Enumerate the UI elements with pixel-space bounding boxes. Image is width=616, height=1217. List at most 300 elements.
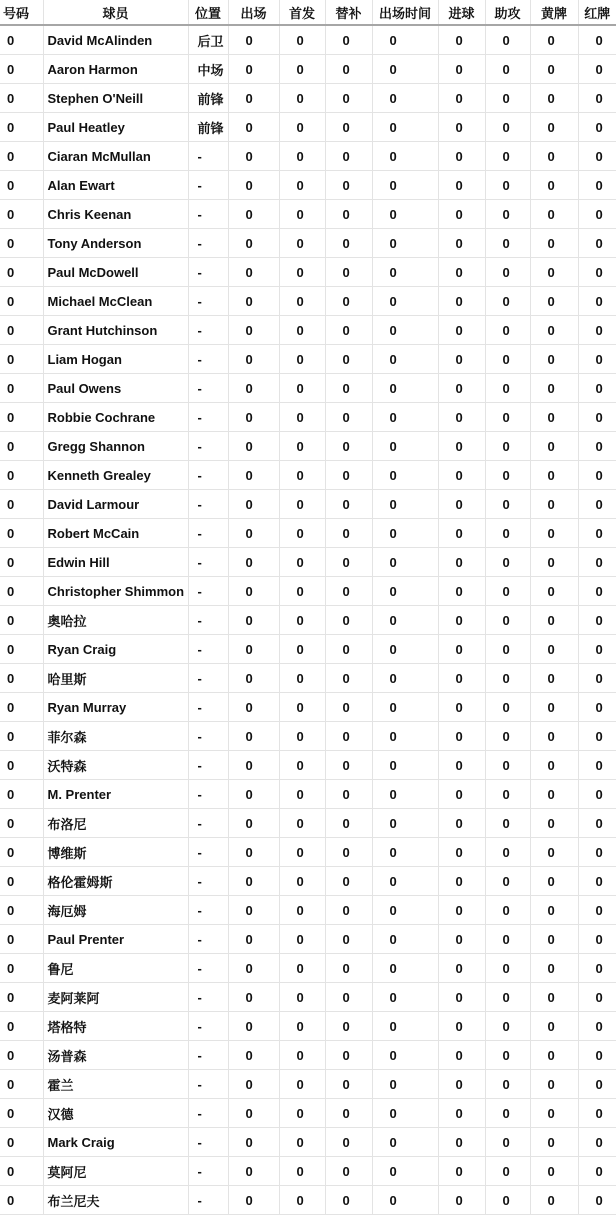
cell-assists: 0 bbox=[485, 548, 530, 577]
cell-substitute: 0 bbox=[325, 403, 372, 432]
cell-number: 0 bbox=[0, 229, 43, 258]
cell-number: 0 bbox=[0, 345, 43, 374]
cell-yellow-cards: 0 bbox=[530, 1157, 578, 1186]
cell-number: 0 bbox=[0, 983, 43, 1012]
cell-position: - bbox=[188, 983, 228, 1012]
cell-minutes: 0 bbox=[372, 1186, 438, 1215]
cell-assists: 0 bbox=[485, 635, 530, 664]
cell-minutes: 0 bbox=[372, 838, 438, 867]
cell-red-cards: 0 bbox=[578, 548, 616, 577]
cell-starts: 0 bbox=[279, 867, 325, 896]
cell-minutes: 0 bbox=[372, 84, 438, 113]
cell-starts: 0 bbox=[279, 374, 325, 403]
cell-assists: 0 bbox=[485, 258, 530, 287]
cell-appearances: 0 bbox=[228, 867, 279, 896]
cell-minutes: 0 bbox=[372, 171, 438, 200]
cell-player: 格伦霍姆斯 bbox=[43, 867, 188, 896]
cell-minutes: 0 bbox=[372, 1012, 438, 1041]
cell-minutes: 0 bbox=[372, 258, 438, 287]
table-row bbox=[0, 577, 616, 606]
cell-player: 麦阿莱阿 bbox=[43, 983, 188, 1012]
cell-number: 0 bbox=[0, 1041, 43, 1070]
cell-appearances: 0 bbox=[228, 983, 279, 1012]
cell-goals: 0 bbox=[438, 896, 485, 925]
cell-starts: 0 bbox=[279, 200, 325, 229]
cell-minutes: 0 bbox=[372, 461, 438, 490]
cell-goals: 0 bbox=[438, 1186, 485, 1215]
cell-position: - bbox=[188, 664, 228, 693]
cell-yellow-cards: 0 bbox=[530, 1012, 578, 1041]
cell-player: 莫阿尼 bbox=[43, 1157, 188, 1186]
cell-red-cards: 0 bbox=[578, 1012, 616, 1041]
cell-assists: 0 bbox=[485, 896, 530, 925]
cell-number: 0 bbox=[0, 867, 43, 896]
cell-substitute: 0 bbox=[325, 84, 372, 113]
cell-number: 0 bbox=[0, 25, 43, 55]
cell-player: Paul McDowell bbox=[43, 258, 188, 287]
cell-red-cards: 0 bbox=[578, 142, 616, 171]
cell-starts: 0 bbox=[279, 1099, 325, 1128]
cell-yellow-cards: 0 bbox=[530, 200, 578, 229]
cell-red-cards: 0 bbox=[578, 693, 616, 722]
cell-yellow-cards: 0 bbox=[530, 606, 578, 635]
cell-yellow-cards: 0 bbox=[530, 925, 578, 954]
cell-minutes: 0 bbox=[372, 403, 438, 432]
cell-assists: 0 bbox=[485, 55, 530, 84]
cell-substitute: 0 bbox=[325, 287, 372, 316]
cell-substitute: 0 bbox=[325, 1012, 372, 1041]
cell-player: Ciaran McMullan bbox=[43, 142, 188, 171]
cell-appearances: 0 bbox=[228, 490, 279, 519]
cell-position: - bbox=[188, 1070, 228, 1099]
cell-position: - bbox=[188, 780, 228, 809]
table-row bbox=[0, 925, 616, 954]
column-header-starts: 首发 bbox=[279, 0, 325, 25]
cell-starts: 0 bbox=[279, 519, 325, 548]
cell-minutes: 0 bbox=[372, 925, 438, 954]
cell-position: - bbox=[188, 838, 228, 867]
cell-player: 布洛尼 bbox=[43, 809, 188, 838]
table-row bbox=[0, 519, 616, 548]
cell-player: 塔格特 bbox=[43, 1012, 188, 1041]
cell-player: Christopher Shimmon bbox=[43, 577, 188, 606]
cell-starts: 0 bbox=[279, 171, 325, 200]
table-row bbox=[0, 287, 616, 316]
column-header-player: 球员 bbox=[43, 0, 188, 25]
cell-goals: 0 bbox=[438, 142, 485, 171]
cell-red-cards: 0 bbox=[578, 751, 616, 780]
table-row bbox=[0, 84, 616, 113]
cell-appearances: 0 bbox=[228, 403, 279, 432]
table-row bbox=[0, 1099, 616, 1128]
cell-position: - bbox=[188, 403, 228, 432]
cell-yellow-cards: 0 bbox=[530, 287, 578, 316]
cell-yellow-cards: 0 bbox=[530, 1128, 578, 1157]
cell-substitute: 0 bbox=[325, 25, 372, 55]
cell-goals: 0 bbox=[438, 461, 485, 490]
table-row bbox=[0, 896, 616, 925]
cell-goals: 0 bbox=[438, 25, 485, 55]
cell-starts: 0 bbox=[279, 84, 325, 113]
cell-assists: 0 bbox=[485, 374, 530, 403]
cell-number: 0 bbox=[0, 258, 43, 287]
cell-appearances: 0 bbox=[228, 838, 279, 867]
cell-goals: 0 bbox=[438, 55, 485, 84]
cell-yellow-cards: 0 bbox=[530, 1041, 578, 1070]
cell-goals: 0 bbox=[438, 1099, 485, 1128]
cell-yellow-cards: 0 bbox=[530, 113, 578, 142]
cell-red-cards: 0 bbox=[578, 1070, 616, 1099]
cell-starts: 0 bbox=[279, 1128, 325, 1157]
cell-red-cards: 0 bbox=[578, 664, 616, 693]
column-header-appearances: 出场 bbox=[228, 0, 279, 25]
cell-yellow-cards: 0 bbox=[530, 867, 578, 896]
cell-minutes: 0 bbox=[372, 490, 438, 519]
table-row bbox=[0, 954, 616, 983]
cell-goals: 0 bbox=[438, 200, 485, 229]
cell-red-cards: 0 bbox=[578, 809, 616, 838]
cell-number: 0 bbox=[0, 1099, 43, 1128]
cell-number: 0 bbox=[0, 287, 43, 316]
cell-appearances: 0 bbox=[228, 577, 279, 606]
cell-yellow-cards: 0 bbox=[530, 171, 578, 200]
cell-red-cards: 0 bbox=[578, 374, 616, 403]
cell-red-cards: 0 bbox=[578, 1157, 616, 1186]
table-row bbox=[0, 55, 616, 84]
cell-minutes: 0 bbox=[372, 635, 438, 664]
cell-player: Kenneth Grealey bbox=[43, 461, 188, 490]
cell-starts: 0 bbox=[279, 664, 325, 693]
cell-position: - bbox=[188, 229, 228, 258]
cell-player: Paul Prenter bbox=[43, 925, 188, 954]
cell-red-cards: 0 bbox=[578, 229, 616, 258]
cell-position: - bbox=[188, 258, 228, 287]
cell-starts: 0 bbox=[279, 838, 325, 867]
cell-yellow-cards: 0 bbox=[530, 954, 578, 983]
cell-number: 0 bbox=[0, 780, 43, 809]
cell-starts: 0 bbox=[279, 954, 325, 983]
cell-goals: 0 bbox=[438, 838, 485, 867]
cell-assists: 0 bbox=[485, 200, 530, 229]
cell-appearances: 0 bbox=[228, 200, 279, 229]
cell-position: 前锋 bbox=[188, 84, 228, 113]
cell-minutes: 0 bbox=[372, 1128, 438, 1157]
cell-yellow-cards: 0 bbox=[530, 142, 578, 171]
cell-starts: 0 bbox=[279, 1012, 325, 1041]
cell-minutes: 0 bbox=[372, 142, 438, 171]
cell-number: 0 bbox=[0, 751, 43, 780]
cell-assists: 0 bbox=[485, 1041, 530, 1070]
cell-player: Aaron Harmon bbox=[43, 55, 188, 84]
cell-player: Grant Hutchinson bbox=[43, 316, 188, 345]
cell-starts: 0 bbox=[279, 1070, 325, 1099]
cell-position: - bbox=[188, 1128, 228, 1157]
cell-goals: 0 bbox=[438, 84, 485, 113]
cell-red-cards: 0 bbox=[578, 25, 616, 55]
cell-assists: 0 bbox=[485, 867, 530, 896]
cell-number: 0 bbox=[0, 954, 43, 983]
cell-substitute: 0 bbox=[325, 345, 372, 374]
cell-red-cards: 0 bbox=[578, 1041, 616, 1070]
cell-position: - bbox=[188, 954, 228, 983]
cell-number: 0 bbox=[0, 1157, 43, 1186]
cell-number: 0 bbox=[0, 925, 43, 954]
cell-number: 0 bbox=[0, 693, 43, 722]
cell-starts: 0 bbox=[279, 461, 325, 490]
cell-yellow-cards: 0 bbox=[530, 345, 578, 374]
cell-assists: 0 bbox=[485, 345, 530, 374]
cell-assists: 0 bbox=[485, 1070, 530, 1099]
cell-assists: 0 bbox=[485, 925, 530, 954]
cell-number: 0 bbox=[0, 635, 43, 664]
cell-minutes: 0 bbox=[372, 983, 438, 1012]
cell-substitute: 0 bbox=[325, 548, 372, 577]
cell-substitute: 0 bbox=[325, 432, 372, 461]
cell-minutes: 0 bbox=[372, 229, 438, 258]
cell-substitute: 0 bbox=[325, 925, 372, 954]
cell-assists: 0 bbox=[485, 461, 530, 490]
cell-goals: 0 bbox=[438, 577, 485, 606]
cell-appearances: 0 bbox=[228, 1070, 279, 1099]
cell-minutes: 0 bbox=[372, 200, 438, 229]
column-header-position: 位置 bbox=[188, 0, 228, 25]
cell-assists: 0 bbox=[485, 25, 530, 55]
cell-red-cards: 0 bbox=[578, 113, 616, 142]
cell-player: 博维斯 bbox=[43, 838, 188, 867]
cell-yellow-cards: 0 bbox=[530, 693, 578, 722]
cell-number: 0 bbox=[0, 1186, 43, 1215]
cell-number: 0 bbox=[0, 461, 43, 490]
cell-assists: 0 bbox=[485, 664, 530, 693]
cell-substitute: 0 bbox=[325, 171, 372, 200]
cell-goals: 0 bbox=[438, 258, 485, 287]
cell-red-cards: 0 bbox=[578, 490, 616, 519]
cell-yellow-cards: 0 bbox=[530, 664, 578, 693]
cell-goals: 0 bbox=[438, 983, 485, 1012]
cell-yellow-cards: 0 bbox=[530, 519, 578, 548]
table-row bbox=[0, 1128, 616, 1157]
table-row bbox=[0, 432, 616, 461]
cell-goals: 0 bbox=[438, 113, 485, 142]
cell-minutes: 0 bbox=[372, 287, 438, 316]
cell-minutes: 0 bbox=[372, 577, 438, 606]
cell-minutes: 0 bbox=[372, 519, 438, 548]
table-row bbox=[0, 345, 616, 374]
cell-starts: 0 bbox=[279, 316, 325, 345]
column-header-minutes: 出场时间 bbox=[372, 0, 438, 25]
table-row bbox=[0, 722, 616, 751]
cell-goals: 0 bbox=[438, 229, 485, 258]
cell-appearances: 0 bbox=[228, 113, 279, 142]
cell-position: - bbox=[188, 1099, 228, 1128]
cell-yellow-cards: 0 bbox=[530, 229, 578, 258]
cell-minutes: 0 bbox=[372, 1041, 438, 1070]
cell-substitute: 0 bbox=[325, 838, 372, 867]
cell-substitute: 0 bbox=[325, 983, 372, 1012]
table-row bbox=[0, 1186, 616, 1215]
cell-assists: 0 bbox=[485, 983, 530, 1012]
cell-player: Paul Heatley bbox=[43, 113, 188, 142]
cell-goals: 0 bbox=[438, 1128, 485, 1157]
cell-substitute: 0 bbox=[325, 1041, 372, 1070]
cell-player: Tony Anderson bbox=[43, 229, 188, 258]
column-header-assists: 助攻 bbox=[485, 0, 530, 25]
cell-player: Edwin Hill bbox=[43, 548, 188, 577]
cell-appearances: 0 bbox=[228, 1128, 279, 1157]
column-header-yellow-cards: 黄牌 bbox=[530, 0, 578, 25]
cell-goals: 0 bbox=[438, 1157, 485, 1186]
cell-assists: 0 bbox=[485, 1157, 530, 1186]
table-row bbox=[0, 1157, 616, 1186]
cell-appearances: 0 bbox=[228, 606, 279, 635]
cell-position: - bbox=[188, 809, 228, 838]
cell-appearances: 0 bbox=[228, 345, 279, 374]
cell-starts: 0 bbox=[279, 142, 325, 171]
table-row bbox=[0, 258, 616, 287]
cell-substitute: 0 bbox=[325, 200, 372, 229]
cell-appearances: 0 bbox=[228, 1186, 279, 1215]
cell-substitute: 0 bbox=[325, 722, 372, 751]
cell-minutes: 0 bbox=[372, 316, 438, 345]
cell-red-cards: 0 bbox=[578, 200, 616, 229]
cell-red-cards: 0 bbox=[578, 84, 616, 113]
cell-yellow-cards: 0 bbox=[530, 548, 578, 577]
cell-starts: 0 bbox=[279, 780, 325, 809]
cell-yellow-cards: 0 bbox=[530, 25, 578, 55]
cell-appearances: 0 bbox=[228, 229, 279, 258]
cell-position: - bbox=[188, 519, 228, 548]
cell-minutes: 0 bbox=[372, 548, 438, 577]
cell-yellow-cards: 0 bbox=[530, 751, 578, 780]
cell-player: Alan Ewart bbox=[43, 171, 188, 200]
table-header-row bbox=[0, 0, 616, 25]
cell-starts: 0 bbox=[279, 403, 325, 432]
cell-substitute: 0 bbox=[325, 490, 372, 519]
cell-player: Liam Hogan bbox=[43, 345, 188, 374]
table-row bbox=[0, 867, 616, 896]
cell-appearances: 0 bbox=[228, 635, 279, 664]
cell-player: Gregg Shannon bbox=[43, 432, 188, 461]
cell-position: - bbox=[188, 1186, 228, 1215]
cell-yellow-cards: 0 bbox=[530, 432, 578, 461]
cell-yellow-cards: 0 bbox=[530, 490, 578, 519]
cell-substitute: 0 bbox=[325, 55, 372, 84]
cell-red-cards: 0 bbox=[578, 1099, 616, 1128]
cell-starts: 0 bbox=[279, 809, 325, 838]
cell-goals: 0 bbox=[438, 548, 485, 577]
cell-minutes: 0 bbox=[372, 1070, 438, 1099]
cell-goals: 0 bbox=[438, 403, 485, 432]
table-body bbox=[0, 25, 616, 1215]
table-row bbox=[0, 838, 616, 867]
cell-position: - bbox=[188, 722, 228, 751]
cell-yellow-cards: 0 bbox=[530, 1186, 578, 1215]
cell-substitute: 0 bbox=[325, 258, 372, 287]
cell-substitute: 0 bbox=[325, 1099, 372, 1128]
table-row bbox=[0, 1070, 616, 1099]
cell-player: 汤普森 bbox=[43, 1041, 188, 1070]
cell-number: 0 bbox=[0, 316, 43, 345]
cell-appearances: 0 bbox=[228, 925, 279, 954]
cell-player: Ryan Craig bbox=[43, 635, 188, 664]
cell-starts: 0 bbox=[279, 722, 325, 751]
cell-position: - bbox=[188, 171, 228, 200]
cell-position: 前锋 bbox=[188, 113, 228, 142]
cell-yellow-cards: 0 bbox=[530, 577, 578, 606]
cell-starts: 0 bbox=[279, 606, 325, 635]
cell-appearances: 0 bbox=[228, 258, 279, 287]
cell-starts: 0 bbox=[279, 345, 325, 374]
cell-red-cards: 0 bbox=[578, 1186, 616, 1215]
table-row bbox=[0, 142, 616, 171]
column-header-number: 号码 bbox=[0, 0, 43, 25]
cell-number: 0 bbox=[0, 1128, 43, 1157]
cell-number: 0 bbox=[0, 1070, 43, 1099]
cell-starts: 0 bbox=[279, 1186, 325, 1215]
cell-player: Mark Craig bbox=[43, 1128, 188, 1157]
cell-starts: 0 bbox=[279, 693, 325, 722]
cell-assists: 0 bbox=[485, 1099, 530, 1128]
cell-substitute: 0 bbox=[325, 664, 372, 693]
cell-player: Ryan Murray bbox=[43, 693, 188, 722]
cell-red-cards: 0 bbox=[578, 606, 616, 635]
cell-yellow-cards: 0 bbox=[530, 258, 578, 287]
cell-substitute: 0 bbox=[325, 1157, 372, 1186]
cell-number: 0 bbox=[0, 200, 43, 229]
cell-goals: 0 bbox=[438, 171, 485, 200]
cell-player: David McAlinden bbox=[43, 25, 188, 55]
cell-goals: 0 bbox=[438, 751, 485, 780]
cell-red-cards: 0 bbox=[578, 780, 616, 809]
cell-player: M. Prenter bbox=[43, 780, 188, 809]
cell-goals: 0 bbox=[438, 780, 485, 809]
cell-position: 后卫 bbox=[188, 25, 228, 55]
cell-appearances: 0 bbox=[228, 142, 279, 171]
cell-number: 0 bbox=[0, 374, 43, 403]
cell-position: - bbox=[188, 461, 228, 490]
cell-red-cards: 0 bbox=[578, 954, 616, 983]
cell-assists: 0 bbox=[485, 403, 530, 432]
cell-appearances: 0 bbox=[228, 171, 279, 200]
cell-goals: 0 bbox=[438, 722, 485, 751]
cell-player: 霍兰 bbox=[43, 1070, 188, 1099]
cell-substitute: 0 bbox=[325, 316, 372, 345]
cell-appearances: 0 bbox=[228, 751, 279, 780]
cell-number: 0 bbox=[0, 548, 43, 577]
cell-substitute: 0 bbox=[325, 461, 372, 490]
cell-goals: 0 bbox=[438, 490, 485, 519]
cell-player: 布兰尼夫 bbox=[43, 1186, 188, 1215]
cell-goals: 0 bbox=[438, 1041, 485, 1070]
cell-starts: 0 bbox=[279, 113, 325, 142]
cell-minutes: 0 bbox=[372, 809, 438, 838]
cell-starts: 0 bbox=[279, 635, 325, 664]
table-row bbox=[0, 983, 616, 1012]
cell-appearances: 0 bbox=[228, 316, 279, 345]
cell-substitute: 0 bbox=[325, 1186, 372, 1215]
column-header-substitute: 替补 bbox=[325, 0, 372, 25]
table-row bbox=[0, 461, 616, 490]
table-row bbox=[0, 113, 616, 142]
cell-appearances: 0 bbox=[228, 84, 279, 113]
cell-appearances: 0 bbox=[228, 809, 279, 838]
cell-assists: 0 bbox=[485, 142, 530, 171]
cell-red-cards: 0 bbox=[578, 403, 616, 432]
cell-red-cards: 0 bbox=[578, 925, 616, 954]
cell-goals: 0 bbox=[438, 345, 485, 374]
cell-red-cards: 0 bbox=[578, 635, 616, 664]
cell-yellow-cards: 0 bbox=[530, 780, 578, 809]
